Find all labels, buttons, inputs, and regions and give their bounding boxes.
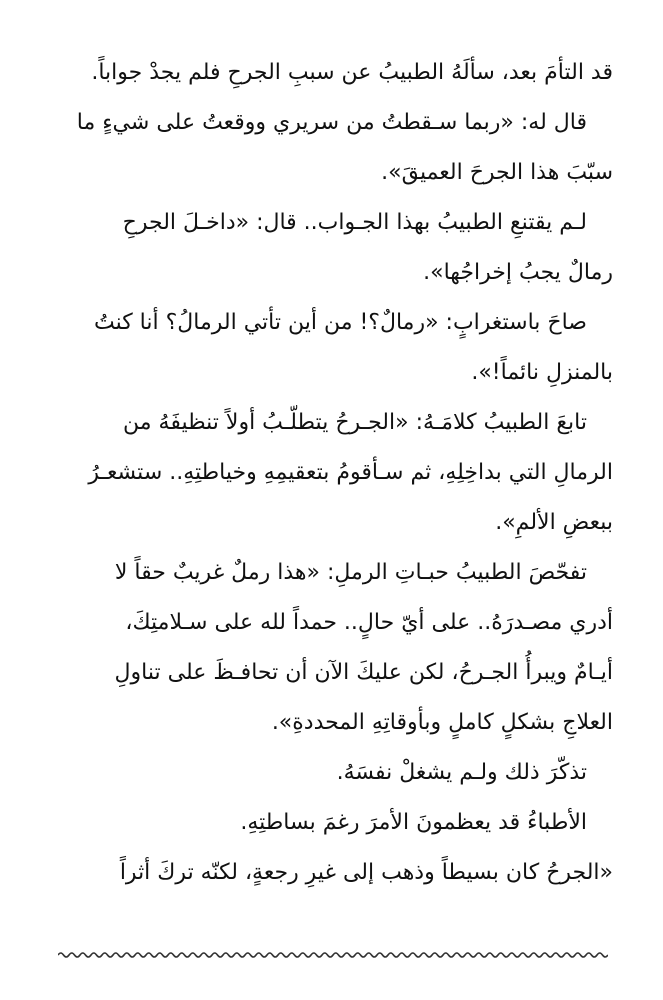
wavy-divider: [58, 948, 608, 962]
text-line: قد التأمَ بعد، سألَهُ الطبيبُ عن سببِ الجرحِ فلم يجدْ جواباً.: [91, 60, 613, 85]
text-line: بالمنزلِ نائماً!».: [471, 360, 613, 385]
text-line: سبّبَ هذا الجرحَ العميقَ».: [381, 160, 613, 185]
text-line: أدري مصـدرَهُ.. على أيّ حالٍ.. حمداً لله على سـلامتِكَ،: [125, 610, 613, 635]
text-line: لـم يقتنعِ الطبيبُ بهذا الجـواب.. قال: «داخـلَ الجرحِ: [122, 210, 587, 235]
text-line: تابعَ الطبيبُ كلامَـهُ: «الجـرحُ يتطلّـبُ أولاً تنظيفَهُ من: [123, 410, 587, 435]
text-line: الرمالِ التي بداخِلِهِ، ثم سـأقومُ بتعقيمِهِ وخياطتِهِ.. ستشعـرُ: [88, 460, 613, 485]
text-line: «الجرحُ كان بسيطاً وذهب إلى غيرِ رجعةٍ، لكنّه تركَ أثراً: [119, 860, 613, 885]
text-line: تفحّصَ الطبيبُ حبـاتِ الرملِ: «هذا رملٌ غريبٌ حقاً لا: [114, 560, 587, 585]
text-line: صاحَ باستغرابٍ: «رمالٌ؟! من أين تأتي الرمالُ؟ أنا كنتُ: [93, 310, 587, 335]
text-line: العلاجِ بشكلٍ كاملٍ وبأوقاتِهِ المحددةِ».: [271, 710, 613, 735]
body-text: [40, 48, 613, 898]
text-line: تذكّرَ ذلك ولـم يشغلْ نفسَهُ.: [336, 760, 587, 785]
text-line: الأطباءُ قد يعظمونَ الأمرَ رغمَ بساطتِهِ.: [240, 810, 587, 835]
text-line: رمالٌ يجبُ إخراجُها».: [423, 260, 613, 285]
text-line: ببعضِ الألمِ».: [495, 510, 613, 535]
text-line: أيـامٌ ويبرأُ الجـرحُ، لكن عليكَ الآن أن تحافـظَ على تناولِ: [114, 660, 613, 685]
text-line: قال له: «ربما سـقطتُ من سريري ووقعتُ على شيءٍ ما: [76, 110, 587, 135]
